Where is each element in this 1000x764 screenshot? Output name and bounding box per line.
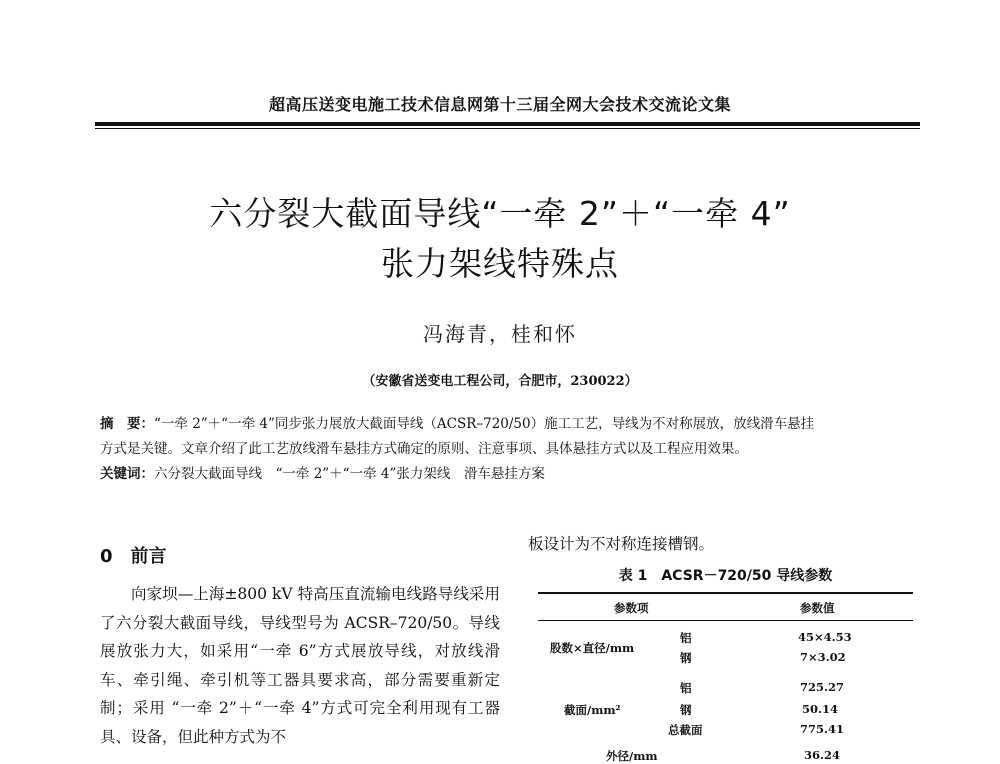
section-title: 前言	[130, 546, 167, 567]
authors: 冯海青，桂和怀	[423, 322, 577, 346]
table-sub-label: 钢	[680, 703, 692, 717]
table-sub-label: 铝	[680, 681, 692, 695]
table-cell-value: 36.24	[804, 748, 841, 762]
table-row-label: 截面/mm²	[564, 703, 621, 717]
table-header-param: 参数项	[614, 601, 649, 615]
abstract	[100, 412, 920, 487]
table-header-value: 参数值	[800, 601, 835, 615]
header-rule-thick	[95, 122, 920, 126]
table-cell-value: 45×4.53	[798, 630, 852, 644]
table-cell-value: 725.27	[800, 680, 845, 694]
abstract-text-2: 方式是关键。文章介绍了此工艺放线滑车悬挂方式确定的原则、注意事项、具体悬挂方式以及工程应用效果。	[100, 441, 748, 457]
table-sub-label: 钢	[680, 651, 692, 665]
section-heading	[100, 542, 167, 568]
paper-title-line2: 张力架线特殊点	[381, 244, 619, 283]
abstract-line-1	[100, 412, 920, 437]
table-row-label: 股数×直径/mm	[550, 641, 635, 655]
keywords-label: 关键词：	[100, 466, 154, 482]
table-sub-label: 总截面	[668, 723, 703, 737]
table-top-rule	[538, 592, 913, 594]
table-header-rule	[538, 620, 913, 621]
table-cell-value: 7×3.02	[800, 650, 846, 664]
table-caption: 表 1 ACSR－720/50 导线参数	[618, 568, 833, 584]
affiliation: （安徽省送变电工程公司，合肥市，230022）	[362, 374, 638, 389]
table-row-label: 外径/mm	[606, 749, 658, 763]
abstract-text-1: “一牵 2”＋“一牵 4”同步张力展放大截面导线（ACSR–720/50）施工工艺，导线为不对称展放，放线滑车悬挂	[154, 416, 815, 432]
keywords-line	[100, 462, 920, 487]
paper-title-line1: 六分裂大截面导线“一牵 2”＋“一牵 4”	[209, 194, 791, 233]
section-number: 0	[100, 546, 113, 567]
intro-paragraph: 向家坝—上海±800 kV 特高压直流输电线路导线采用了六分裂大截面导线，导线型号为 ACSR–720/50。导线展放张力大，如采用“一牵 6”方式展放导线，对放线滑车、牵引绳、牵引机等工器具要求高，部分需要重新定制；采用 “一牵 2”＋“一牵 4”方式可完全利用现有工器具、设备，但此种方式为不	[100, 585, 500, 746]
abstract-label: 摘 要：	[100, 416, 154, 432]
running-head: 超高压送变电施工技术信息网第十三届全网大会技术交流论文集	[268, 95, 731, 114]
body-left-column	[100, 580, 500, 751]
right-column-text: 板设计为不对称连接槽钢。	[528, 535, 715, 553]
header-rule-thin	[95, 128, 920, 129]
table-cell-value: 775.41	[800, 722, 845, 736]
table-sub-label: 铝	[680, 631, 692, 645]
keywords-text: 六分裂大截面导线 “一牵 2”＋“一牵 4”张力架线 滑车悬挂方案	[154, 466, 545, 482]
table-cell-value: 50.14	[802, 702, 839, 716]
